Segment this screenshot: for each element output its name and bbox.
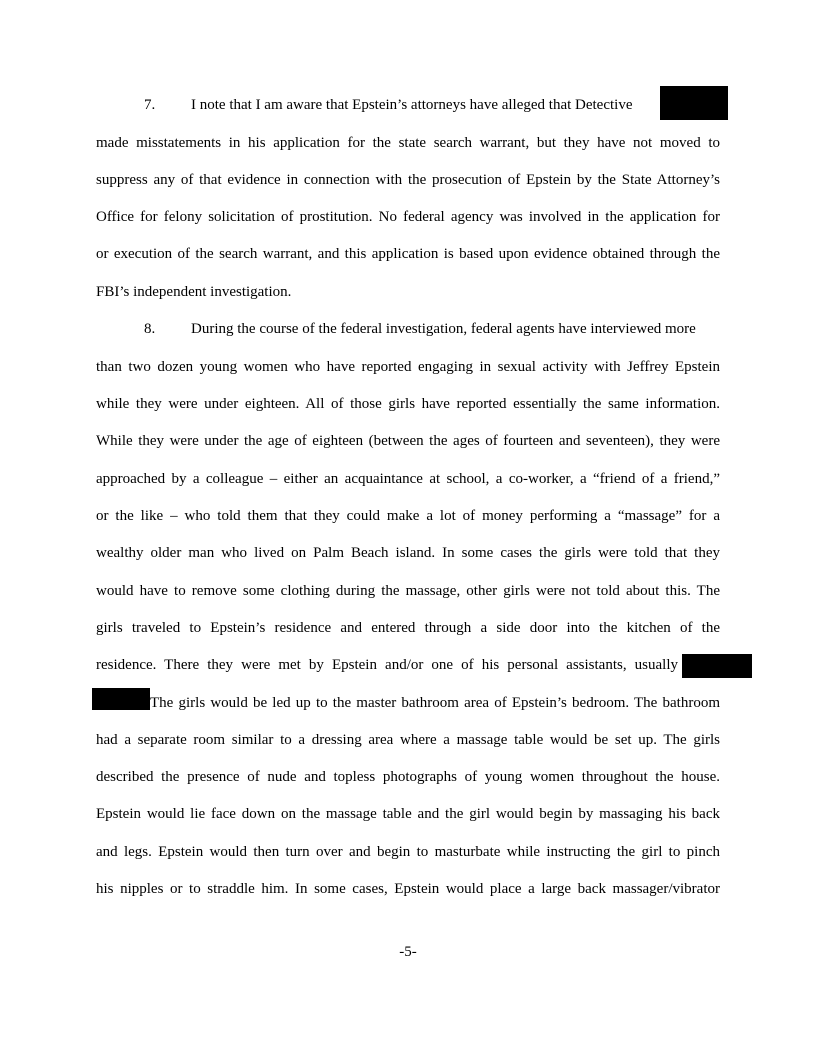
paragraph-8-line-9: girls traveled to Epstein’s residence and entered through a side door into the kitchen of the	[96, 620, 720, 636]
redaction-box	[92, 688, 150, 710]
paragraph-7-line-5: or execution of the search warrant, and this application is based upon evidence obtained through the	[96, 246, 720, 262]
paragraph-7-line-2: made misstatements in his application for the state search warrant, but they have not moved to	[96, 135, 720, 151]
paragraph-8-line-16: his nipples or to straddle him. In some cases, Epstein would place a large back massager/vibrator	[96, 881, 720, 897]
paragraph-8-line-8: would have to remove some clothing during the massage, other girls were not told about this. The	[96, 583, 720, 599]
paragraph-8-line-14: Epstein would lie face down on the massage table and the girl would begin by massaging his back	[96, 806, 720, 822]
paragraph-7-line-4: Office for felony solicitation of prostitution. No federal agency was involved in the application for	[96, 209, 720, 225]
paragraph-8-text: During the course of the federal investigation, federal agents have interviewed more	[191, 321, 696, 337]
paragraph-8-line-15: and legs. Epstein would then turn over and begin to masturbate while instructing the girl to pinch	[96, 844, 720, 860]
redaction-box	[682, 654, 752, 678]
paragraph-7-line-1	[96, 95, 720, 115]
paragraph-8-line-12: had a separate room similar to a dressing area where a massage table would be set up. The girls	[96, 732, 720, 748]
paragraph-8-line-3: while they were under eighteen. All of those girls have reported essentially the same information.	[96, 396, 720, 412]
paragraph-7-number: 7.	[144, 97, 156, 113]
paragraph-7-text: I note that I am aware that Epstein’s attorneys have alleged that Detective	[191, 97, 633, 113]
paragraph-8-line-4: While they were under the age of eighteen (between the ages of fourteen and seventeen), they were	[96, 433, 720, 449]
paragraph-8-line-1	[96, 319, 720, 339]
paragraph-8-line-7: wealthy older man who lived on Palm Beach island. In some cases the girls were told that they	[96, 545, 720, 561]
paragraph-8-line-11: The girls would be led up to the master bathroom area of Epstein’s bedroom. The bathroom	[150, 695, 720, 711]
paragraph-8-line-6: or the like – who told them that they could make a lot of money performing a “massage” for a	[96, 508, 720, 524]
page-number: -5-	[399, 944, 417, 960]
paragraph-8-line-2: than two dozen young women who have reported engaging in sexual activity with Jeffrey Epstein	[96, 359, 720, 375]
paragraph-8-line-13: described the presence of nude and topless photographs of young women throughout the house.	[96, 769, 720, 785]
paragraph-8-number: 8.	[144, 321, 156, 337]
paragraph-8-line-10: residence. There they were met by Epstein and/or one of his personal assistants, usually	[96, 657, 678, 673]
paragraph-8-line-5: approached by a colleague – either an acquaintance at school, a co-worker, a “friend of a friend,”	[96, 471, 720, 487]
paragraph-7-line-3: suppress any of that evidence in connection with the prosecution of Epstein by the State Attorney’s	[96, 172, 720, 188]
redaction-box	[660, 86, 728, 120]
paragraph-7-line-6: FBI’s independent investigation.	[96, 284, 292, 300]
